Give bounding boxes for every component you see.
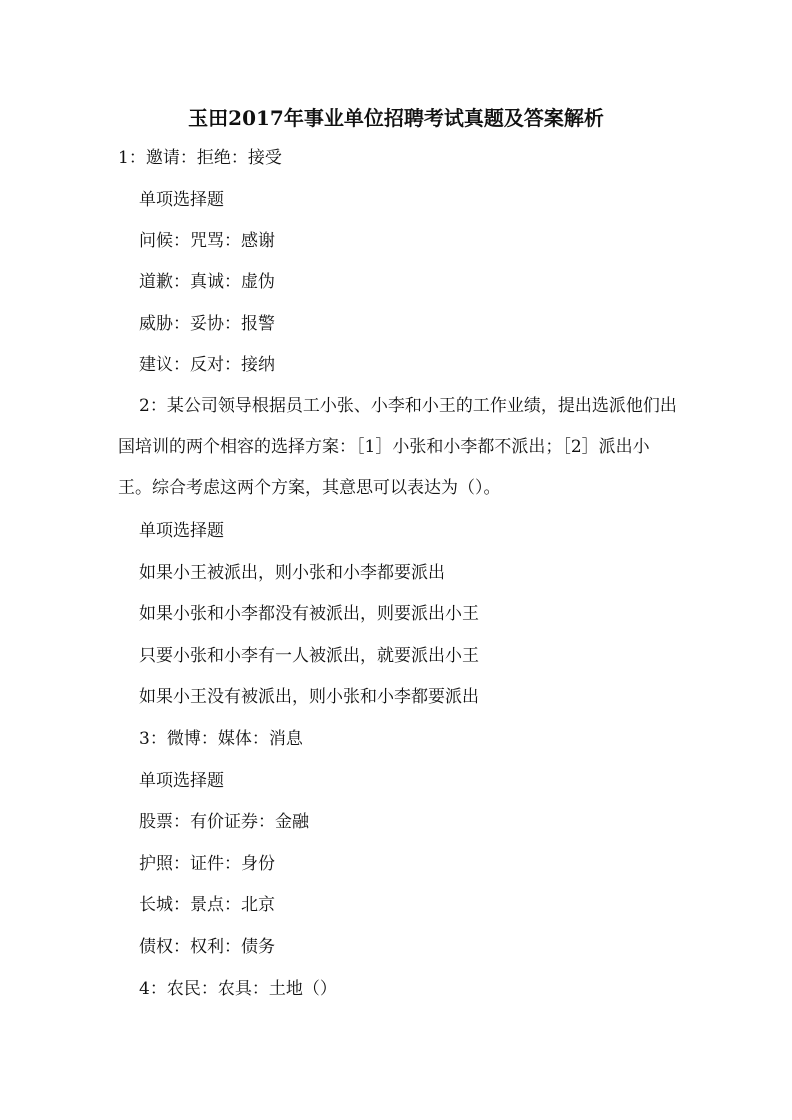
question-1-option-c: 威胁：妥协：报警 xyxy=(139,314,275,334)
question-1-option-a: 问候：咒骂：感谢 xyxy=(139,231,275,251)
question-4-stem: 4：农民：农具：土地（） xyxy=(139,979,337,999)
document-title: 玉田2017年事业单位招聘考试真题及答案解析 xyxy=(188,106,604,130)
question-3-option-c: 长城：景点：北京 xyxy=(139,895,275,915)
question-2-type: 单项选择题 xyxy=(139,521,224,541)
question-3-type: 单项选择题 xyxy=(139,771,224,791)
question-2-stem: 2：某公司领导根据员工小张、小李和小王的工作业绩，提出选派他们出国培训的两个相容的选择方案：［1］小张和小李都不派出；［2］派出小王。综合考虑这两个方案，其意思可以表达为（）。 xyxy=(118,396,677,498)
question-2-option-a: 如果小王被派出，则小张和小李都要派出 xyxy=(139,563,445,583)
question-2-option-b: 如果小张和小李都没有被派出，则要派出小王 xyxy=(139,604,479,624)
question-1-stem: 1：邀请：拒绝：接受 xyxy=(118,148,282,168)
question-3-option-b: 护照：证件：身份 xyxy=(139,854,275,874)
question-3-option-d: 债权：权利：债务 xyxy=(139,937,275,957)
question-2-option-d: 如果小王没有被派出，则小张和小李都要派出 xyxy=(139,687,479,707)
question-1-type: 单项选择题 xyxy=(139,190,224,210)
question-3-option-a: 股票：有价证券：金融 xyxy=(139,812,309,832)
question-1-option-b: 道歉：真诚：虚伪 xyxy=(139,272,275,292)
question-1-option-d: 建议：反对：接纳 xyxy=(139,355,275,375)
question-2-option-c: 只要小张和小李有一人被派出，就要派出小王 xyxy=(139,646,479,666)
question-3-stem: 3：微博：媒体：消息 xyxy=(139,729,303,749)
